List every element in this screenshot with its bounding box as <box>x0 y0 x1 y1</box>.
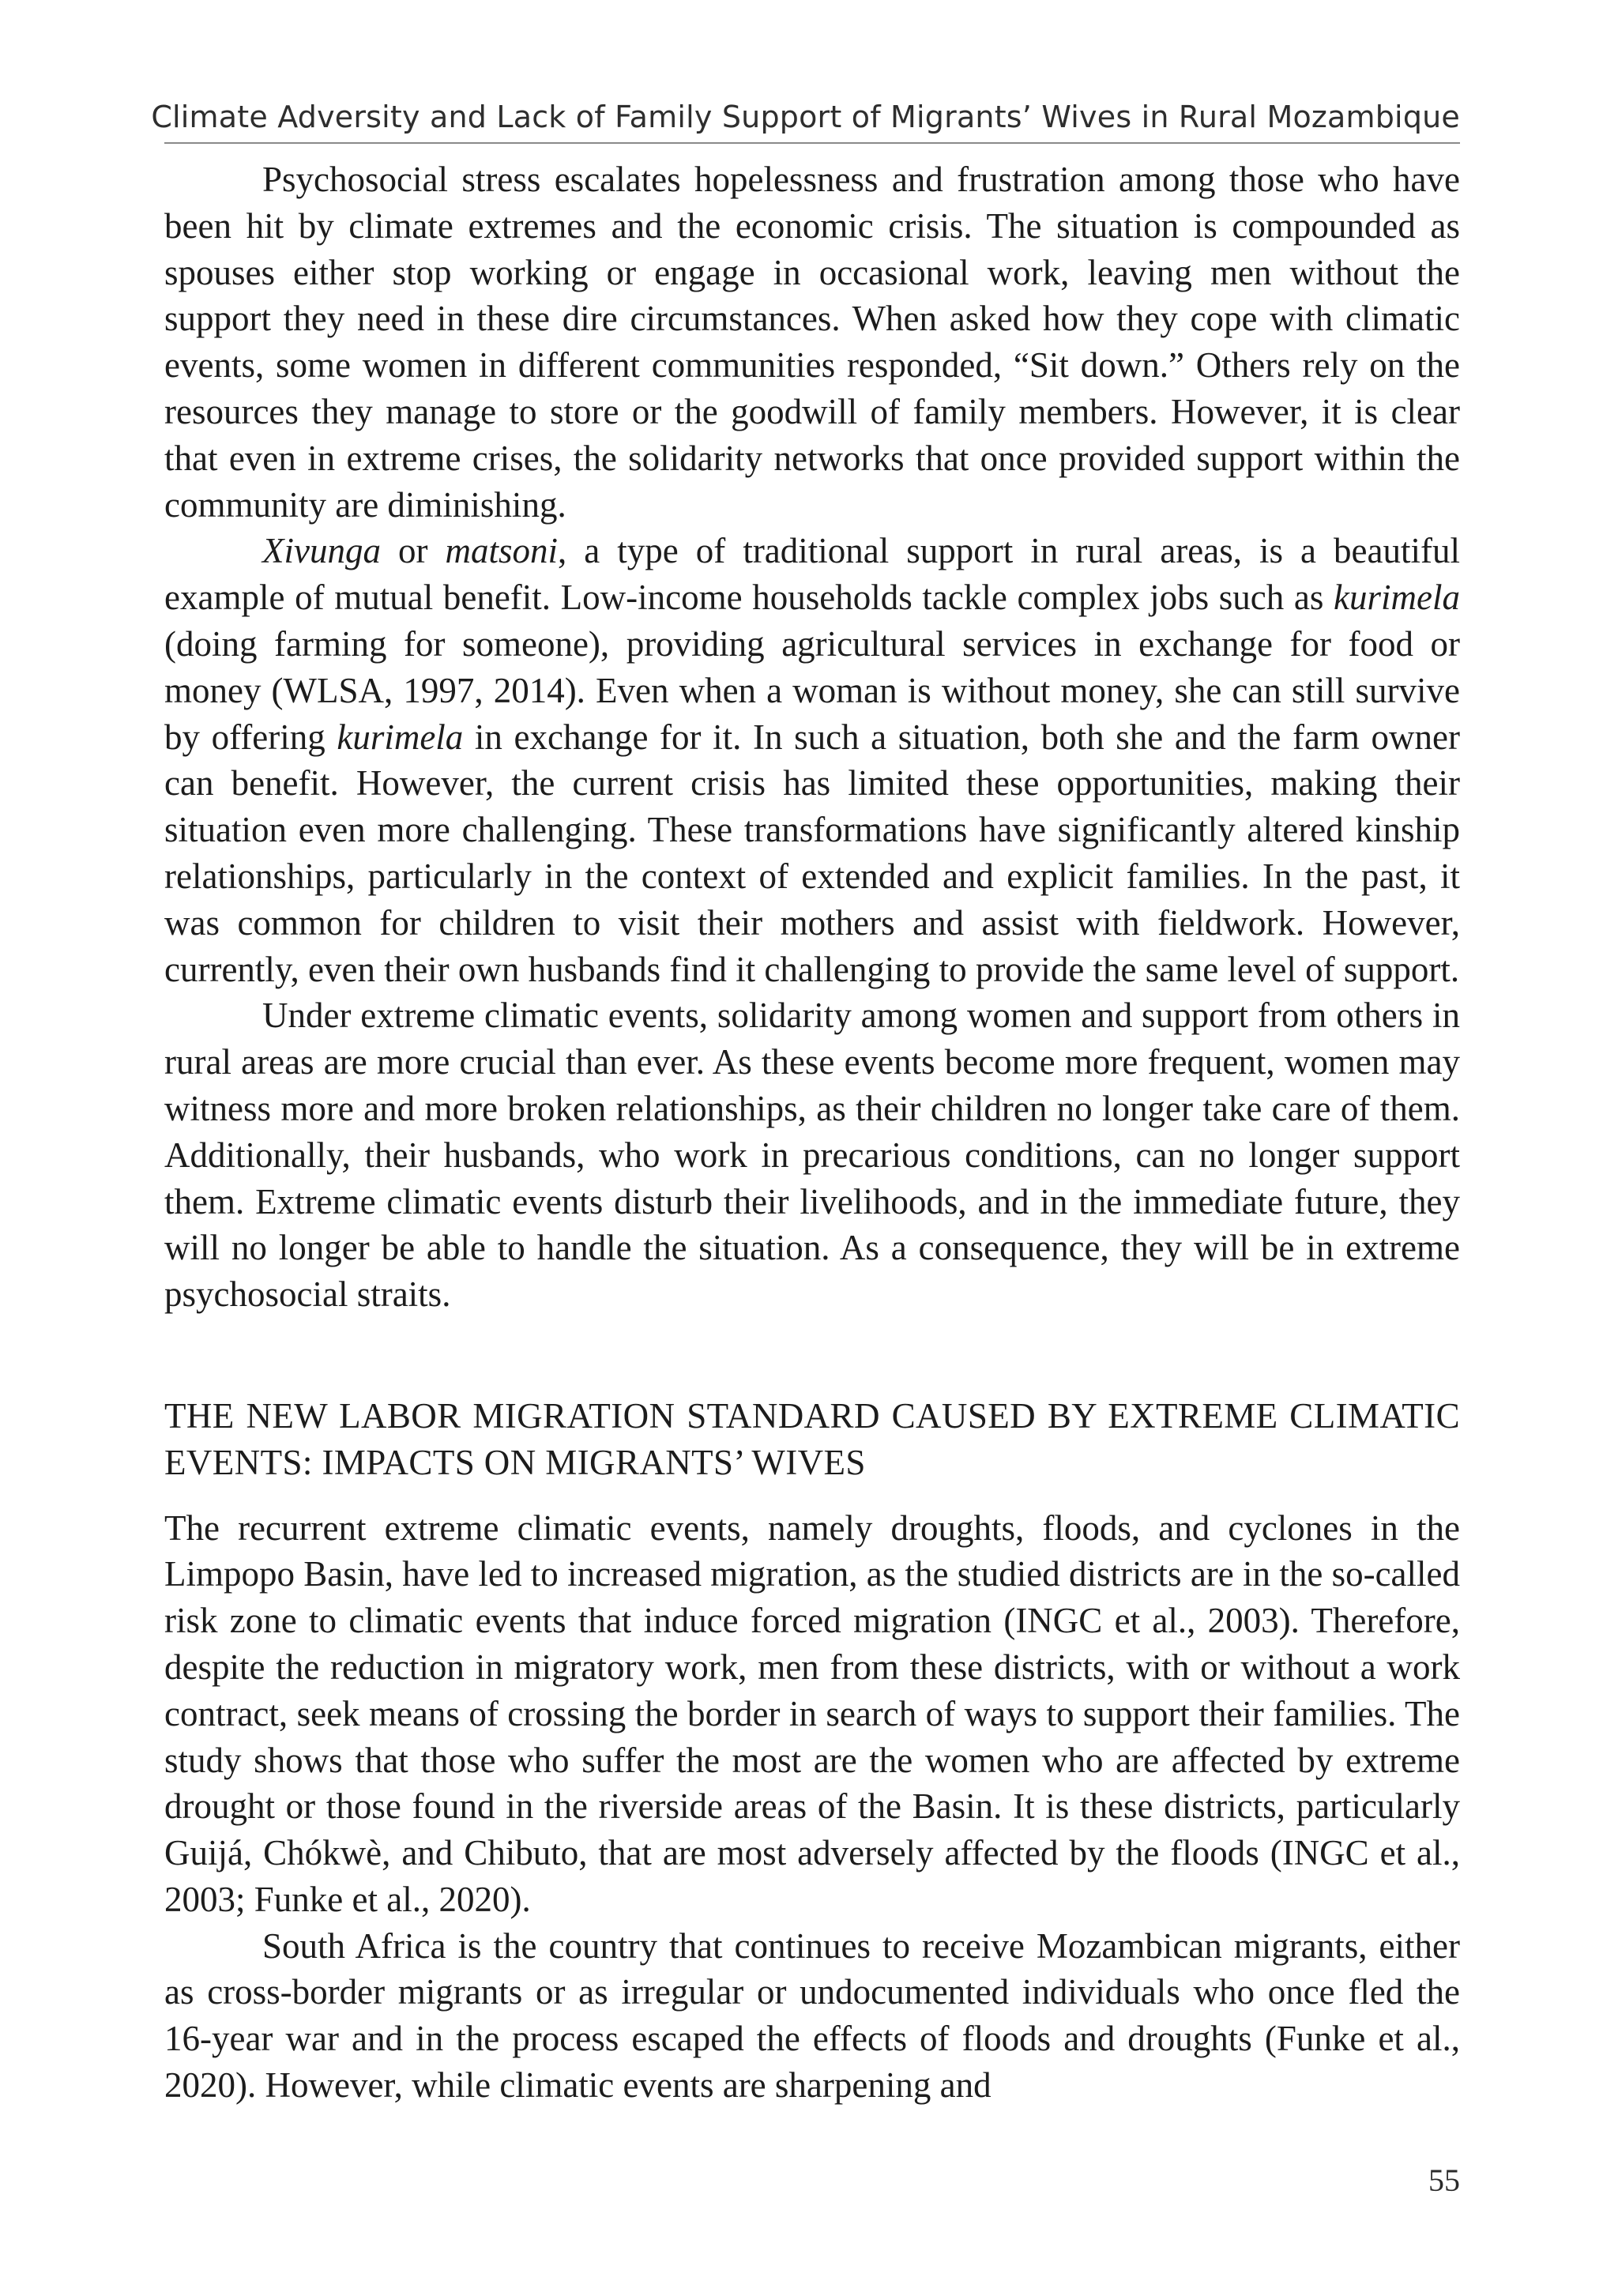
paragraph-xivunga-part1: , a type of traditional support in rural areas, is a beautiful example of mutual benefit. Low-income households tackle complex jobs such as <box>164 531 1460 618</box>
paragraph-recurrent-events: The recurrent extreme climatic events, namely droughts, floods, and cyclones in the Limpopo Basin, have led to increased migration, as the studied districts are in the so-called risk zone to climatic events that induce forced migration (INGC et al., 2003). Therefore, despite the reduction in migratory work, men from these districts, with or without a work contract, seek means of crossing the border in search of ways to support their families. The study shows that those who suffer the most are the women who are affected by extreme drought or those found in the riverside areas of the Basin. It is these districts, particularly Guijá, Chókwè, and Chibuto, that are most adversely affected by the floods (INGC et al., 2003; Funke et al., 2020). <box>164 1507 1460 1919</box>
text-or: or <box>380 531 446 571</box>
paragraph-xivunga <box>164 528 1460 992</box>
paragraph-xivunga-part3: in exchange for it. In such a situation, both she and the farm owner can benefit. However, the current crisis has limited these opportunities, making their situation even more challenging. These transformations have significantly altered kinship relationships, particularly in the context of extended and explicit families. In the past, it was common for children to visit their mothers and assist with fieldwork. However, currently, even their own husbands find it challenging to provide the same level of support. <box>164 717 1460 989</box>
paragraph-psychosocial-stress: Psychosocial stress escalates hopelessness and frustration among those who have been hit by climate extremes and the economic crisis. The situation is compounded as spouses either stop working or engage in occasional work, leaving men without the support they need in these dire circumstances. When asked how they cope with climatic events, some women in different communities responded, “Sit down.” Others rely on the resources they manage to store or the goodwill of family members. However, it is clear that even in extreme crises, the solidarity networks that once provided support within the community are diminishing. <box>164 160 1460 525</box>
term-kurimela: kurimela <box>337 717 464 757</box>
page-number: 55 <box>1428 2162 1460 2198</box>
paragraph-extreme-climatic-events: Under extreme climatic events, solidarity among women and support from others in rural areas are more crucial than ever. As these events become more frequent, women may witness more and more broken relationships, as their children no longer take care of them. Additionally, their husbands, who work in precarious conditions, can no longer support them. Extreme climatic events disturb their livelihoods, and in the immediate future, they will no longer be able to handle the situation. As a consequence, they will be in extreme psychosocial straits. <box>164 996 1460 1315</box>
term-matsoni: matsoni <box>445 531 559 571</box>
page-body <box>164 156 1460 2109</box>
term-kurimela: kurimela <box>1334 578 1460 618</box>
paragraph-south-africa: South Africa is the country that continues to receive Mozambican migrants, either as cross-border migrants or as irregular or undocumented individuals who once fled the 16-year war and in the process escaped the effects of floods and droughts (Funke et al., 2020). However, while climatic events are sharpening and <box>164 1925 1460 2106</box>
running-head-title: Climate Adversity and Lack of Family Support of Migrants’ Wives in Rural Mozambique <box>151 100 1460 134</box>
running-head <box>151 96 1460 144</box>
term-xivunga: Xivunga <box>262 531 381 571</box>
paragraph-xivunga-part2: (doing farming for someone), providing agricultural services in exchange for food or money (WLSA, 1997, 2014). Even when a woman is without money, she can still survive by offering <box>164 623 1460 757</box>
section-heading: THE NEW LABOR MIGRATION STANDARD CAUSED BY EXTREME CLIMATIC EVENTS: IMPACTS ON MIGRANTS’ WIVES <box>164 1395 1460 1482</box>
